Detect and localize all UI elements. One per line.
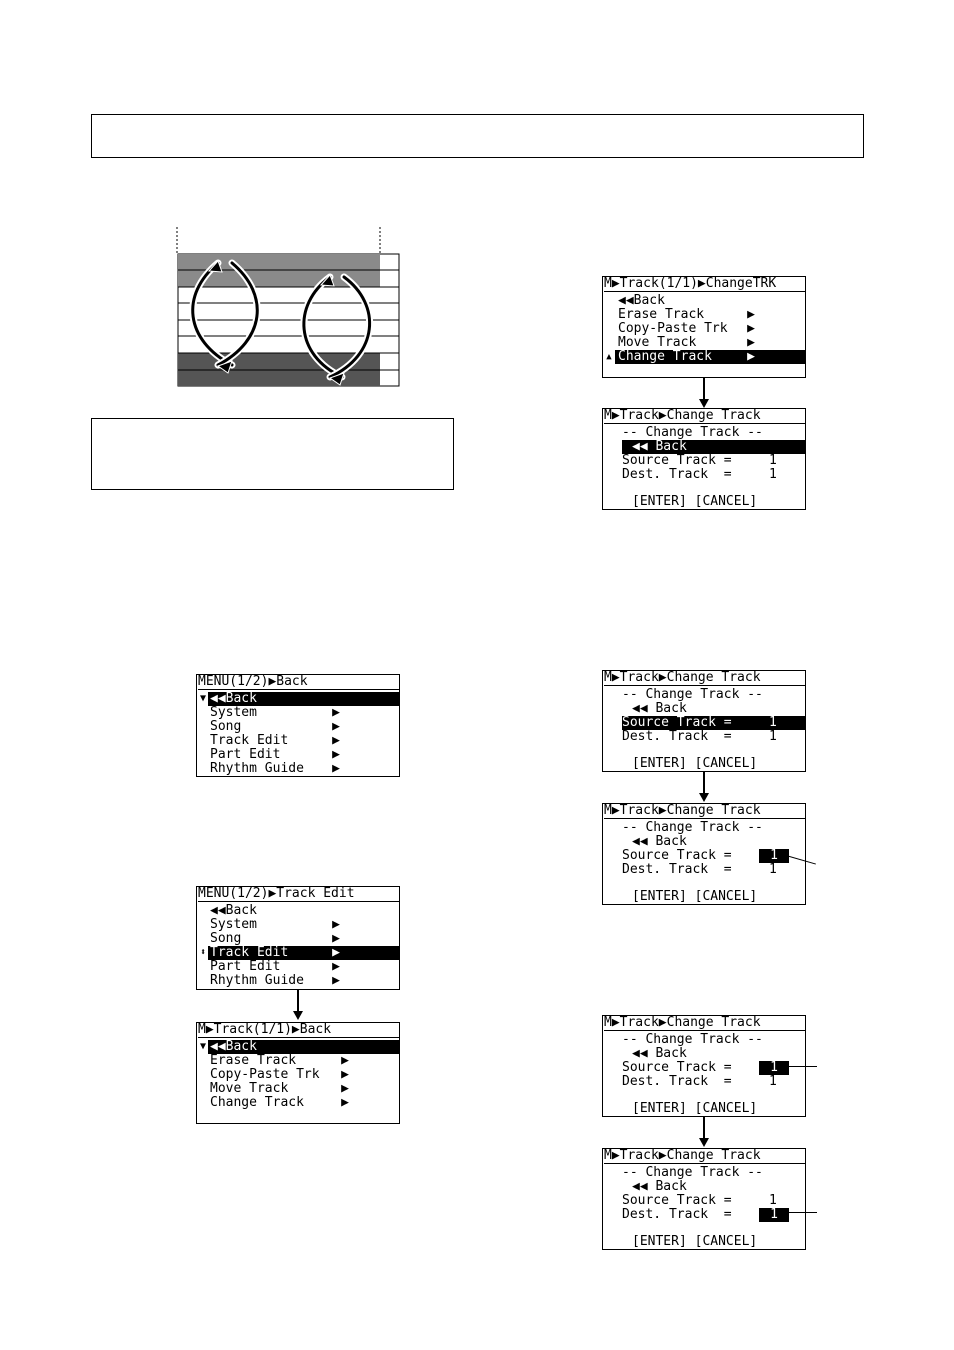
menu-item-move-track[interactable]: Move Track	[210, 1081, 289, 1096]
dest-track-label: Dest. Track =	[622, 862, 732, 877]
menu-item-system[interactable]: System	[210, 917, 257, 932]
lcd-title: M▶Track(1/1)▶Back	[198, 1023, 399, 1038]
menu-item-change-track[interactable]: Change Track	[615, 350, 805, 364]
submenu-arrow-icon: ▶	[332, 917, 340, 932]
submenu-arrow-icon: ▶	[341, 1081, 349, 1096]
lcd-change-trk-menu	[602, 276, 806, 378]
menu-item-move-track[interactable]: Move Track	[618, 335, 697, 350]
menu-item-back[interactable]: ◀◀Back	[208, 692, 399, 706]
back-option[interactable]: ◀◀ Back	[632, 1046, 687, 1061]
lcd-menu-back	[196, 674, 400, 777]
dest-track-value[interactable]: 1	[769, 1074, 777, 1089]
source-track-label: Source Track =	[622, 1193, 732, 1208]
flow-arrow-line	[297, 990, 299, 1012]
menu-item-erase-track[interactable]: Erase Track	[210, 1053, 297, 1068]
dest-track-label: Dest. Track =	[622, 1207, 732, 1222]
flow-arrow-line	[703, 772, 705, 794]
submenu-arrow-icon: ▶	[332, 959, 340, 974]
menu-item-copy-paste-trk[interactable]: Copy-Paste Trk	[618, 321, 728, 336]
back-option[interactable]: ◀◀ Back	[632, 701, 687, 716]
dialog-header: -- Change Track --	[622, 820, 763, 835]
source-track-value[interactable]: 1	[759, 849, 789, 863]
submenu-arrow-icon: ▶	[332, 931, 340, 946]
dialog-header: -- Change Track --	[622, 687, 763, 702]
track-diagram	[170, 225, 405, 395]
menu-item-track-edit[interactable]: Track Edit	[210, 733, 289, 748]
scroll-down-icon: ▼	[199, 1041, 207, 1052]
menu-item-back[interactable]: ◀◀Back	[208, 1040, 399, 1054]
flow-arrow-head	[699, 399, 709, 408]
menu-item-back[interactable]: ◀◀Back	[618, 293, 665, 308]
scroll-up-icon: ▲	[606, 352, 612, 362]
menu-item-change-track[interactable]: Change Track	[210, 1095, 304, 1110]
lcd-title: M▶Track(1/1)▶ChangeTRK	[604, 277, 805, 292]
lcd-change-track-source-edit-2	[602, 1015, 806, 1117]
lcd-title: M▶Track▶Change Track	[604, 804, 805, 819]
submenu-arrow-icon: ▶	[332, 733, 340, 748]
lcd-change-track-back	[602, 408, 806, 510]
flow-arrow-line	[703, 378, 705, 400]
menu-item-part-edit[interactable]: Part Edit	[210, 959, 281, 974]
menu-item-back[interactable]: ◀◀Back	[210, 903, 257, 918]
menu-item-copy-paste-trk[interactable]: Copy-Paste Trk	[210, 1067, 320, 1082]
submenu-arrow-icon: ▶	[747, 349, 755, 364]
menu-item-rhythm-guide[interactable]: Rhythm Guide	[210, 973, 304, 988]
lcd-title: M▶Track▶Change Track	[604, 1149, 805, 1164]
lcd-title: MENU(1/2)▶Track Edit	[198, 887, 399, 902]
scroll-down-icon: ▼	[199, 693, 207, 704]
menu-item-system[interactable]: System	[210, 705, 257, 720]
dialog-header: -- Change Track --	[622, 1165, 763, 1180]
flow-arrow-head	[699, 793, 709, 802]
menu-item-song[interactable]: Song	[210, 931, 242, 946]
menu-item-track-edit[interactable]: Track Edit	[208, 946, 399, 960]
submenu-arrow-icon: ▶	[341, 1053, 349, 1068]
lcd-menu-track-edit	[196, 886, 400, 990]
scroll-up-down-icon: ⬍	[199, 947, 207, 958]
lcd-title: M▶Track▶Change Track	[604, 1016, 805, 1031]
back-option[interactable]: ◀◀ Back	[622, 440, 805, 454]
lcd-title: M▶Track▶Change Track	[604, 671, 805, 686]
lcd-title: M▶Track▶Change Track	[604, 409, 805, 424]
submenu-arrow-icon: ▶	[341, 1095, 349, 1110]
enter-cancel-prompt[interactable]: [ENTER] [CANCEL]	[632, 494, 758, 509]
dest-track-label: Dest. Track =	[622, 467, 732, 482]
note-box	[91, 418, 454, 490]
menu-item-erase-track[interactable]: Erase Track	[618, 307, 705, 322]
dest-track-value[interactable]: 1	[769, 729, 777, 744]
back-option[interactable]: ◀◀ Back	[632, 834, 687, 849]
source-track-label: Source Track =	[622, 848, 732, 863]
submenu-arrow-icon: ▶	[747, 321, 755, 336]
source-track-value[interactable]: 1	[769, 453, 777, 468]
menu-item-part-edit[interactable]: Part Edit	[210, 747, 281, 762]
flow-arrow-head	[293, 1011, 303, 1020]
source-track-label[interactable]: Source Track =	[622, 716, 805, 730]
submenu-arrow-icon: ▶	[747, 307, 755, 322]
enter-cancel-prompt[interactable]: [ENTER] [CANCEL]	[632, 889, 758, 904]
source-track-label: Source Track =	[622, 1060, 732, 1075]
submenu-arrow-icon: ▶	[747, 335, 755, 350]
callout-line	[786, 1066, 817, 1067]
lcd-track-back	[196, 1022, 400, 1124]
submenu-arrow-icon: ▶	[332, 705, 340, 720]
submenu-arrow-icon: ▶	[332, 973, 340, 988]
menu-item-song[interactable]: Song	[210, 719, 242, 734]
section-title-box	[91, 114, 864, 158]
menu-item-rhythm-guide[interactable]: Rhythm Guide	[210, 761, 304, 776]
submenu-arrow-icon: ▶	[332, 719, 340, 734]
lcd-change-track-dest-edit	[602, 1148, 806, 1250]
dest-track-value[interactable]: 1	[769, 862, 777, 877]
back-option[interactable]: ◀◀ Back	[632, 1179, 687, 1194]
lcd-change-track-source-edit	[602, 803, 806, 905]
dest-track-value[interactable]: 1	[769, 467, 777, 482]
lcd-title: MENU(1/2)▶Back	[198, 675, 399, 690]
source-track-value[interactable]: 1	[769, 1193, 777, 1208]
dialog-header: -- Change Track --	[622, 1032, 763, 1047]
submenu-arrow-icon: ▶	[332, 747, 340, 762]
submenu-arrow-icon: ▶	[341, 1067, 349, 1082]
enter-cancel-prompt[interactable]: [ENTER] [CANCEL]	[632, 756, 758, 771]
source-track-value[interactable]: 1	[769, 715, 777, 730]
dialog-header: -- Change Track --	[622, 425, 763, 440]
callout-line	[786, 1212, 817, 1213]
enter-cancel-prompt[interactable]: [ENTER] [CANCEL]	[632, 1234, 758, 1249]
enter-cancel-prompt[interactable]: [ENTER] [CANCEL]	[632, 1101, 758, 1116]
flow-arrow-line	[703, 1117, 705, 1139]
flow-arrow-head	[699, 1138, 709, 1147]
dest-track-value[interactable]: 1	[759, 1208, 789, 1222]
lcd-change-track-source-select	[602, 670, 806, 772]
submenu-arrow-icon: ▶	[332, 945, 340, 960]
source-track-label: Source Track =	[622, 453, 732, 468]
dest-track-label: Dest. Track =	[622, 1074, 732, 1089]
dest-track-label: Dest. Track =	[622, 729, 732, 744]
submenu-arrow-icon: ▶	[332, 761, 340, 776]
source-track-value[interactable]: 1	[759, 1061, 789, 1075]
